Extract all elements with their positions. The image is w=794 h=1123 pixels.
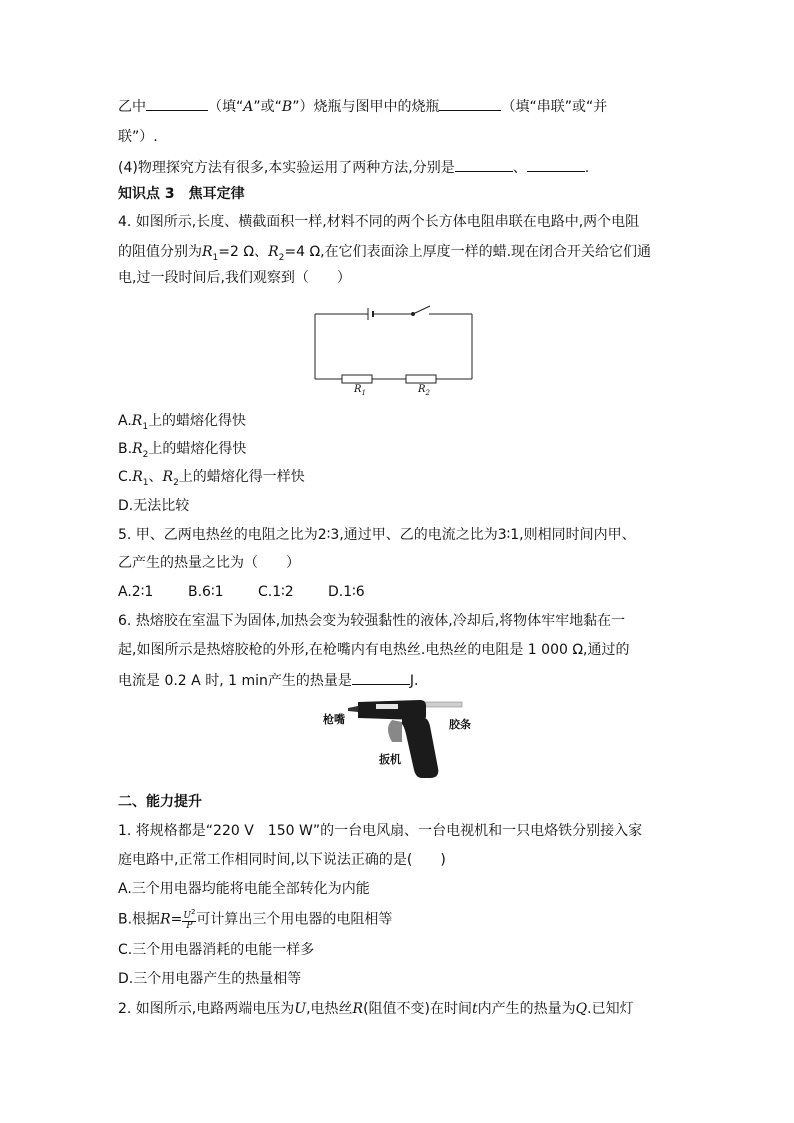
answer-blank[interactable] — [352, 669, 410, 685]
q5-option-c[interactable]: C.1∶2 — [258, 584, 294, 600]
gun-label — [376, 704, 398, 709]
q4-option-c[interactable]: $C.R_1$、$R_2$上的蜡熔化得一样快 — [118, 469, 305, 488]
r2-symbol: R — [268, 244, 279, 260]
q3-part4-text: (4)物理探究方法有很多,本实验运用了两种方法,分别是 — [118, 160, 455, 176]
q5-line1: 5. 甲、乙两电热丝的电阻之比为2∶3,通过甲、乙的电流之比为3∶1,则相同时间内甲、 — [118, 527, 636, 543]
fig-label-r2: $R_2$ — [418, 384, 430, 397]
gun-handle — [402, 718, 438, 778]
q5-option-d[interactable]: D.1∶6 — [328, 584, 365, 600]
option-a-label: A — [243, 99, 254, 115]
glue-gun-figure — [346, 694, 466, 782]
resistor-r2 — [406, 375, 436, 383]
p1-option-c[interactable]: C.三个用电器消耗的电能一样多 — [118, 942, 315, 958]
q3-text: ”）烧瓶与图甲中的烧瓶 — [292, 99, 440, 115]
label-trigger: 扳机 — [379, 753, 401, 766]
section-title-2: 二、能力提升 — [118, 794, 202, 810]
circuit-diagram — [312, 302, 476, 400]
nozzle — [348, 706, 358, 712]
p1-option-a[interactable]: A.三个用电器均能将电能全部转化为内能 — [118, 881, 370, 897]
q4-option-b[interactable]: $B.R_2$上的蜡熔化得快 — [118, 441, 247, 460]
q6-line2: 起,如图所示是热熔胶枪的外形,在枪嘴内有电热丝.电热丝的电阻是 1 000 Ω,通过的 — [118, 642, 630, 658]
q5-option-a[interactable]: A.2∶1 — [118, 584, 154, 600]
q4-text: 的阻值分别为 — [118, 244, 202, 260]
q4-text: =2 Ω、 — [218, 244, 269, 260]
period: . — [584, 160, 590, 176]
fig-label-r1: $R_1$ — [354, 384, 366, 397]
r1-subscript: 1 — [212, 252, 219, 263]
q4-line1: 4. 如图所示,长度、横截面积一样,材料不同的两个长方体电阻串联在电路中,两个电阻 — [118, 214, 640, 230]
answer-blank[interactable] — [439, 95, 501, 111]
resistor-r1 — [342, 375, 372, 383]
p1-option-b[interactable]: B.根据R= $\frac{U^2}{P}$ 可计算出三个用电器的电阻相等 — [118, 908, 393, 931]
q3-line1 — [118, 95, 607, 117]
p1-line2: 庭电路中,正常工作相同时间,以下说法正确的是( ) — [118, 852, 446, 868]
label-nozzle: 枪嘴 — [323, 713, 345, 726]
answer-blank[interactable] — [455, 156, 513, 172]
trigger — [388, 720, 402, 742]
q3-text: （填“串联”或“并 — [501, 99, 608, 115]
answer-blank[interactable] — [146, 95, 208, 111]
q3-text: 乙中 — [118, 99, 146, 115]
q4-option-d[interactable]: D.无法比较 — [118, 498, 190, 514]
q5-line2: 乙产生的热量之比为（ ） — [118, 555, 300, 571]
p1-line1: 1. 将规格都是“220 V 150 W”的一台电风扇、一台电视机和一只电烙铁分别接入家 — [118, 823, 643, 839]
p2-line1: 2. 如图所示,电路两端电压为U,电热丝R(阻值不变)在时间t内产生的热量为Q.已知灯 — [118, 1001, 634, 1017]
q3-text: ”或“ — [253, 99, 282, 115]
q6-line1: 6. 热熔胶在室温下为固体,加热会变为较强黏性的液体,冷却后,将物体牢牢地黏在一 — [118, 613, 626, 629]
option-b-label: B — [281, 99, 293, 115]
p1-option-d[interactable]: D.三个用电器产生的热量相等 — [118, 971, 302, 987]
section-title-3: 知识点 3 焦耳定律 — [118, 186, 245, 202]
r2-subscript: 2 — [278, 252, 285, 263]
q4-line3: 电,过一段时间后,我们观察到（ ） — [118, 270, 351, 286]
q3-part4 — [118, 156, 589, 178]
label-glue-stick: 胶条 — [449, 718, 471, 731]
q3-line2: 联”）. — [118, 129, 158, 145]
q5-option-b[interactable]: B.6∶1 — [188, 584, 224, 600]
separator: 、 — [512, 160, 527, 176]
answer-blank[interactable] — [527, 156, 585, 172]
q4-option-a[interactable]: $A.R_1$上的蜡熔化得快 — [118, 413, 247, 432]
q5-options — [118, 582, 398, 602]
formula-fraction: $\frac{U^2}{P}$ — [183, 908, 196, 931]
r1-symbol: R — [202, 244, 213, 260]
q4-text: =4 Ω,在它们表面涂上厚度一样的蜡.现在闭合开关给它们通 — [284, 244, 652, 260]
q3-text: （填“ — [208, 99, 244, 115]
switch-lever — [413, 306, 430, 314]
gun-barrel — [358, 700, 426, 720]
q6-line3: 电流是 0.2 A 时, 1 min产生的热量是 J. — [118, 669, 418, 691]
q4-line2 — [118, 242, 651, 268]
